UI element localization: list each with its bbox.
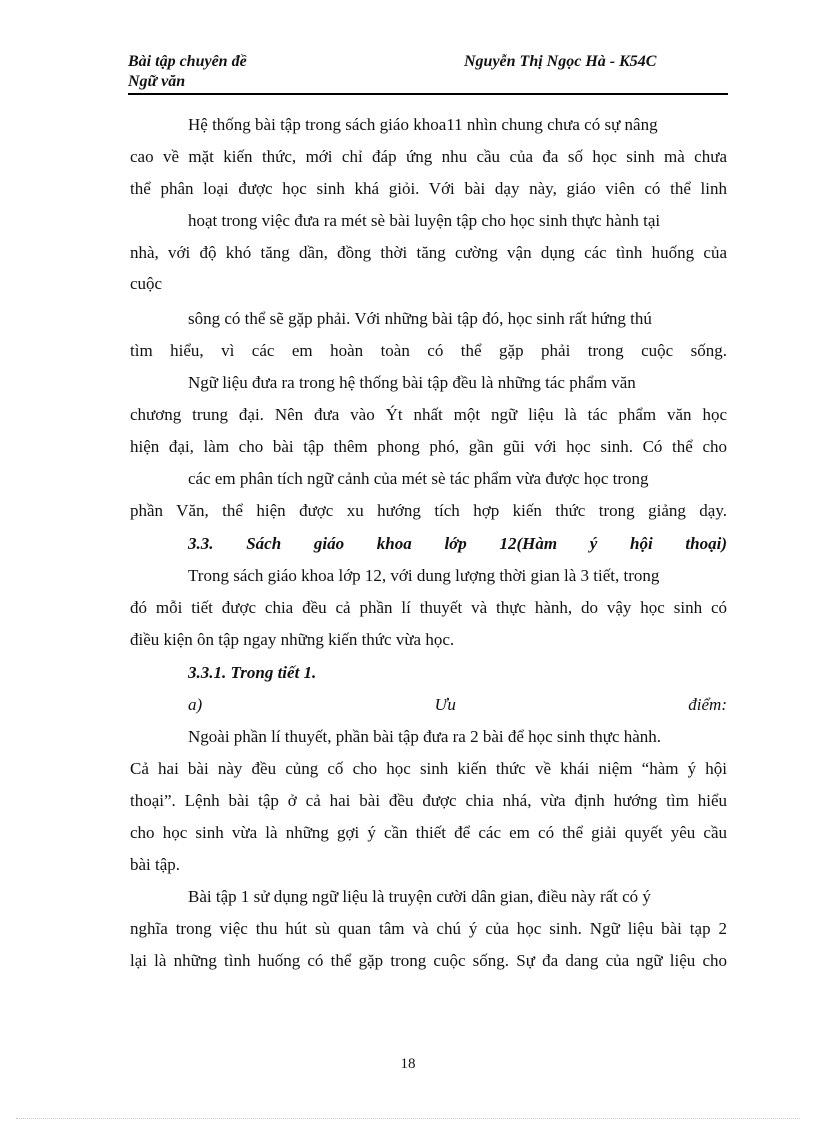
- body-line: Trong sách giáo khoa lớp 12, với dung lượng thời gian là 3 tiết, trong: [188, 566, 660, 585]
- body-line: phần Văn, thể hiện được xu hướng tích hợp kiến thức trong giảng dạy.: [130, 501, 727, 520]
- body-line: tìm hiểu, vì các em hoàn toàn có thể gặp phải trong cuộc sống.: [130, 341, 727, 360]
- body-line: Hệ thống bài tập trong sách giáo khoa11 nhìn chung chưa có sự nâng: [188, 115, 658, 134]
- body-line: chương trung đại. Nên đưa vào Ýt nhất một ngữ liệu là tác phẩm văn học: [130, 405, 727, 424]
- page-number: 18: [400, 1056, 416, 1072]
- body-line: cuộc: [130, 274, 163, 293]
- body-line: các em phân tích ngữ cảnh của mét sè tác phẩm vừa được học trong: [188, 469, 649, 488]
- subsection-heading: 3.3.1. Trong tiết 1.: [188, 663, 317, 682]
- body-line: Ngữ liệu đưa ra trong hệ thống bài tập đều là những tác phẩm văn: [188, 373, 636, 392]
- subheading-advantages: a) Ưu điểm:: [188, 695, 727, 714]
- body-line: thể phân loại được học sinh khá giỏi. Với bài dạy này, giáo viên có thể linh: [130, 179, 727, 198]
- body-line: cao về mặt kiến thức, mới chỉ đáp ứng nhu cầu của đa số học sinh mà chưa: [130, 147, 727, 166]
- body-line: hiện đại, làm cho bài tập thêm phong phó, gần gũi với học sinh. Có thể cho: [130, 437, 727, 456]
- body-line: hoạt trong việc đưa ra mét sè bài luyện tập cho học sinh thực hành tại: [188, 211, 661, 230]
- body-line: đó mỗi tiết được chia đều cả phần lí thuyết và thực hành, do vậy học sinh có: [130, 598, 727, 617]
- body-line: bài tập.: [130, 855, 181, 874]
- header-rule: [128, 93, 728, 95]
- page-header: [128, 52, 728, 94]
- body-line: Bài tập 1 sử dụng ngữ liệu là truyện cười dân gian, điều này rất có ý: [188, 887, 651, 906]
- section-heading: 3.3. Sách giáo khoa lớp 12(Hàm ý hội thoại): [188, 534, 727, 553]
- header-author: Nguyễn Thị Ngọc Hà - K54C: [464, 53, 657, 70]
- page-bottom-border: [16, 1118, 800, 1119]
- body-line: cho học sinh vừa là những gợi ý cần thiết để các em có thể giải quyết yêu cầu: [130, 823, 727, 842]
- body-line: thoại”. Lệnh bài tập ở cả hai bài đều được chia nhá, vừa định hướng tìm hiểu: [130, 791, 727, 810]
- header-left-title: Bài tập chuyên đề Ngữ văn: [128, 53, 247, 90]
- body-line: nghĩa trong việc thu hút sù quan tâm và chú ý của học sinh. Ngữ liệu bài tạp 2: [130, 919, 727, 938]
- body-line: nhà, với độ khó tăng dần, đồng thời tăng cường vận dụng các tình huống của: [130, 243, 727, 262]
- body-line: Cả hai bài này đều củng cố cho học sinh kiến thức về khái niệm “hàm ý hội: [130, 759, 727, 778]
- body-line: điều kiện ôn tập ngay những kiến thức vừa học.: [130, 630, 455, 649]
- body-line: sông có thể sẽ gặp phải. Với những bài tập đó, học sinh rất hứng thú: [188, 309, 652, 328]
- body-line: lại là những tình huống có thể gặp trong cuộc sống. Sự đa dang của ngữ liệu cho: [130, 951, 727, 970]
- body-line: Ngoài phần lí thuyết, phần bài tập đưa ra 2 bài để học sinh thực hành.: [188, 727, 662, 746]
